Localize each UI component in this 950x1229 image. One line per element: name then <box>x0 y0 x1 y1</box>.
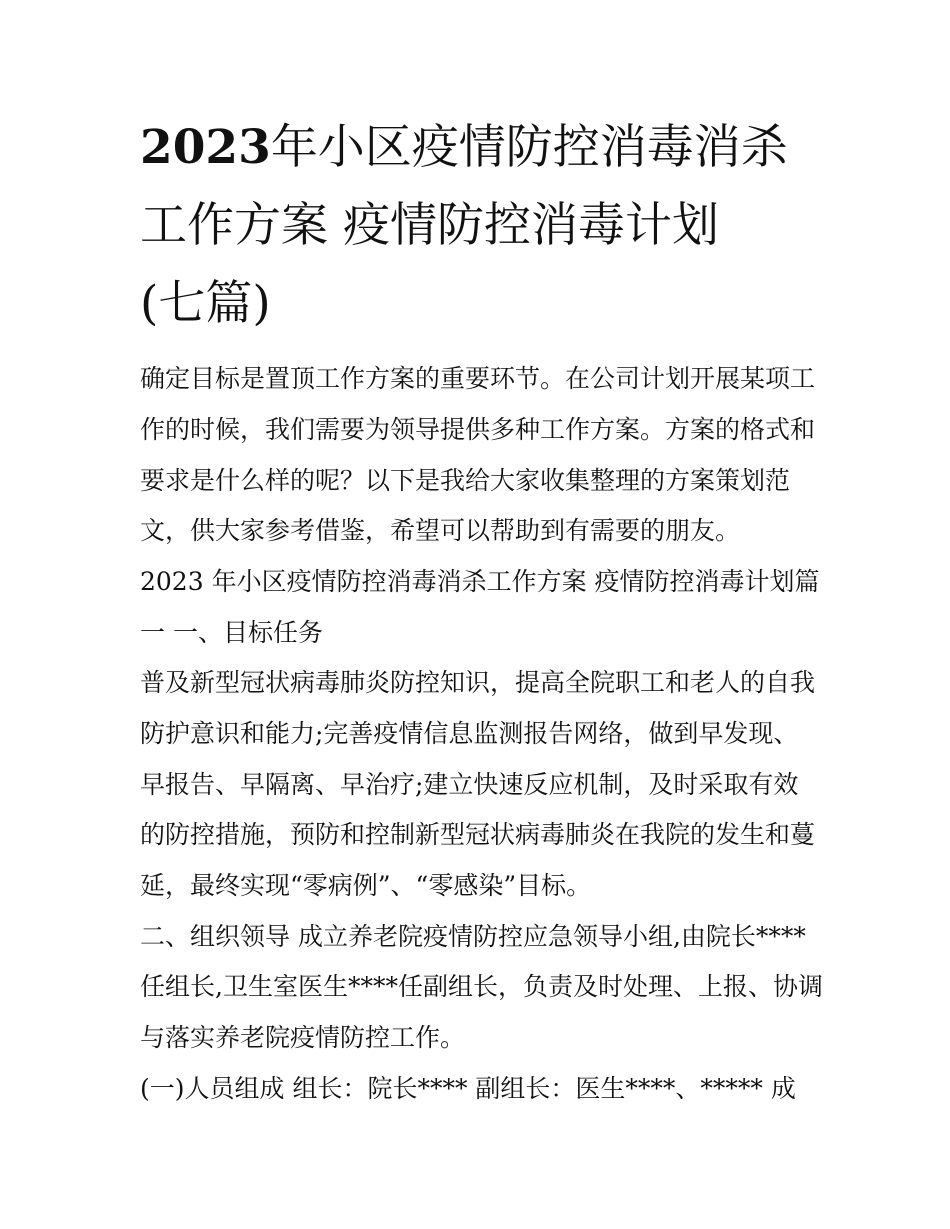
body-line: 早报告、早隔离、早治疗;建立快速反应机制，及时采取有效 <box>140 770 799 799</box>
section-heading-line: 一 一、目标任务 <box>140 618 323 647</box>
document-title-line-1 <box>140 120 820 176</box>
body-line: 二、组织领导 成立养老院疫情防控应急领导小组,由院长**** <box>140 922 806 951</box>
title-text-1: 年小区疫情防控消毒消杀 <box>270 120 788 175</box>
title-text-2: 工作方案 疫情防控消毒计划 <box>140 198 719 253</box>
body-line: 确定目标是置顶工作方案的重要环节。在公司计划开展某项工 <box>140 364 816 393</box>
document-title-line-3 <box>140 276 820 332</box>
body-line: 延，最终实现“零病例”、“零感染”目标。 <box>140 871 592 900</box>
title-year: 2023 <box>140 120 271 175</box>
document-title-line-2 <box>140 198 820 254</box>
body-line: 防护意识和能力;完善疫情信息监测报告网络，做到早发现、 <box>140 719 799 748</box>
body-line: (一)人员组成 组长：院长**** 副组长：医生****、***** 成 <box>140 1074 796 1103</box>
section-heading-line: 2023 年小区疫情防控消毒消杀工作方案 疫情防控消毒计划篇 <box>140 567 820 596</box>
body-line: 普及新型冠状病毒肺炎防控知识，提高全院职工和老人的自我 <box>140 668 816 697</box>
title-text-3: (七篇) <box>140 276 271 331</box>
body-line: 与落实养老院疫情防控工作。 <box>140 1023 466 1052</box>
body-line: 文，供大家参考借鉴，希望可以帮助到有需要的朋友。 <box>140 516 741 545</box>
body-line: 作的时候，我们需要为领导提供多种工作方案。方案的格式和 <box>140 415 816 444</box>
body-line: 任组长,卫生室医生****任副组长，负责及时处理、上报、协调 <box>140 972 823 1001</box>
body-line: 要求是什么样的呢？以下是我给大家收集整理的方案策划范 <box>140 466 791 495</box>
body-line: 的防控措施，预防和控制新型冠状病毒肺炎在我院的发生和蔓 <box>140 820 816 849</box>
